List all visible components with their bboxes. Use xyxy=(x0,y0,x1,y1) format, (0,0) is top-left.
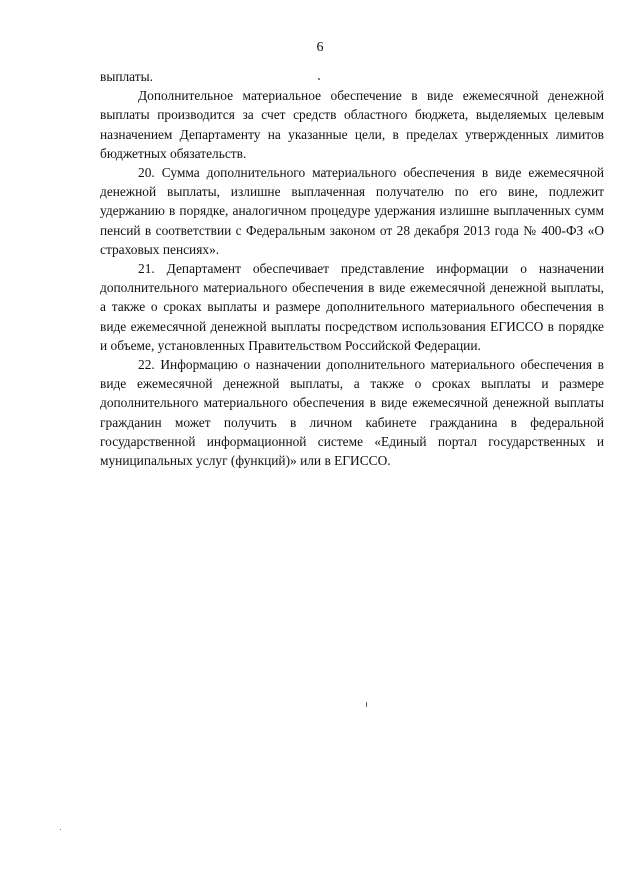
scan-speck xyxy=(318,78,320,80)
paragraph-21: 21. Департамент обеспечивает представление информации о назначении дополнительного материального обеспечения в виде ежемесячной денежной выплаты, а также о сроках выплаты и размере дополнительного материального обеспечения в виде ежемесячной денежной выплаты посредством использования ЕГИССО в порядке и объеме, установленных Правительством Российской Федерации. xyxy=(100,261,604,353)
paragraph-funding: Дополнительное материальное обеспечение в виде ежемесячной денежной выплаты производится за счет средств областного бюджета, выделяемых целевым назначением Департаменту на указанные цели, в пределах утвержденных лимитов бюджетных обязательств. xyxy=(100,88,604,161)
document-body xyxy=(100,67,604,470)
page-number: 6 xyxy=(316,40,324,55)
paragraph-20: 20. Сумма дополнительного материального обеспечения в виде ежемесячной денежной выплаты, излишне выплаченная получателю по его вине, подлежит удержанию в порядке, аналогичном процедуре удержания излишне выплаченных сумм пенсий в соответствии с Федеральным законом от 28 декабря 2013 года № 400-ФЗ «О страховых пенсиях». xyxy=(100,165,604,257)
scan-speck xyxy=(366,702,367,707)
paragraph-continuation: выплаты. xyxy=(100,69,153,84)
scan-speck xyxy=(60,829,61,830)
paragraph-22: 22. Информацию о назначении дополнительного материального обеспечения в виде ежемесячной денежной выплаты, а также о сроках выплаты и размере дополнительного материального обеспечения в виде ежемесячной денежной выплаты гражданин может получить в личном кабинете гражданина в федеральной государственной информационной системе «Единый портал государственных и муниципальных услуг (функций)» или в ЕГИССО. xyxy=(100,357,604,469)
